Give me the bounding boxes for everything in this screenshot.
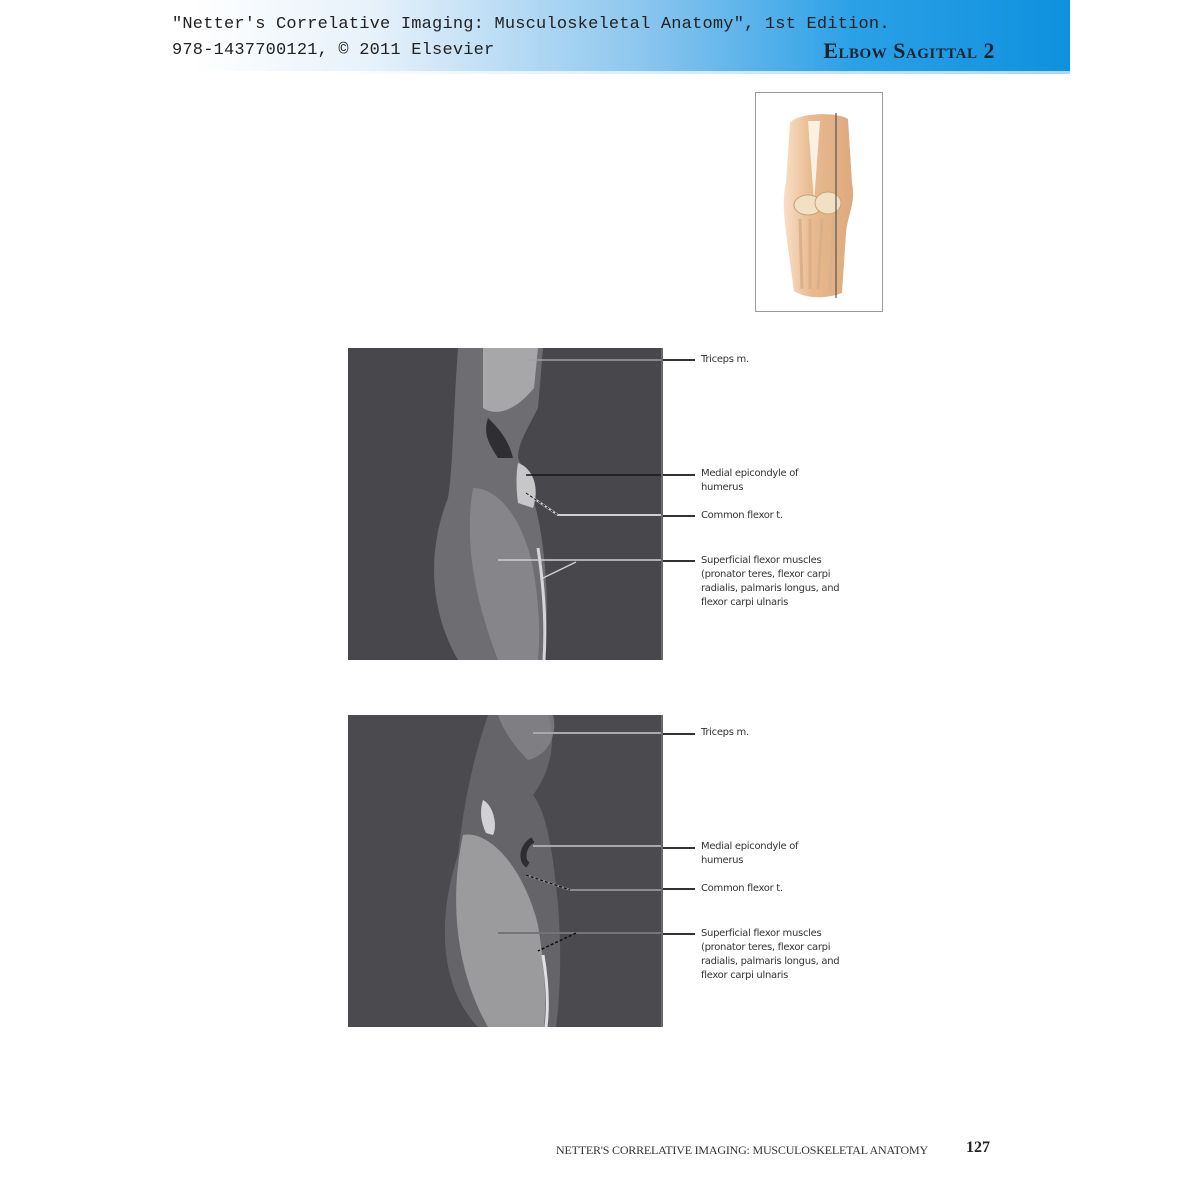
leader-line	[663, 359, 695, 361]
mri-image-bottom	[348, 715, 661, 1027]
mri-sagittal-elbow-top	[348, 348, 661, 660]
mri-sagittal-elbow-bottom	[348, 715, 661, 1027]
section-title: Elbow Sagittal 2	[823, 38, 995, 63]
label-common-flexor-tendon: Common flexor t.	[701, 510, 783, 521]
figure-divider-bottom	[661, 715, 663, 1027]
page-number: 127	[966, 1139, 990, 1156]
citation-line-1: "Netter's Correlative Imaging: Musculoskeletal Anatomy", 1st Edition.	[172, 15, 890, 34]
elbow-illustration-icon	[756, 93, 882, 311]
leader-line	[663, 560, 695, 562]
leader-line	[663, 733, 695, 735]
label-superficial-flexor-muscles: Superficial flexor muscles (pronator teres, flexor carpi radialis, palmaris longus, and flexor carpi ulnaris	[701, 928, 840, 981]
orientation-thumbnail	[755, 92, 883, 312]
leader-line	[663, 515, 695, 517]
leader-line	[663, 474, 695, 476]
figure-divider-top	[661, 348, 663, 660]
label-medial-epicondyle: Medial epicondyle of humerus	[701, 468, 799, 493]
leader-line	[663, 933, 695, 935]
label-triceps: Triceps m.	[701, 727, 749, 738]
label-superficial-flexor-muscles: Superficial flexor muscles (pronator teres, flexor carpi radialis, palmaris longus, and flexor carpi ulnaris	[701, 555, 840, 608]
citation-line-2: 978-1437700121, © 2011 Elsevier	[172, 41, 495, 60]
leader-line	[663, 888, 695, 890]
label-common-flexor-tendon: Common flexor t.	[701, 883, 783, 894]
label-medial-epicondyle: Medial epicondyle of humerus	[701, 841, 799, 866]
mri-image-top	[348, 348, 661, 660]
label-triceps: Triceps m.	[701, 354, 749, 365]
leader-line	[663, 847, 695, 849]
running-footer-title: NETTER'S CORRELATIVE IMAGING: MUSCULOSKELETAL ANATOMY	[556, 1143, 928, 1157]
